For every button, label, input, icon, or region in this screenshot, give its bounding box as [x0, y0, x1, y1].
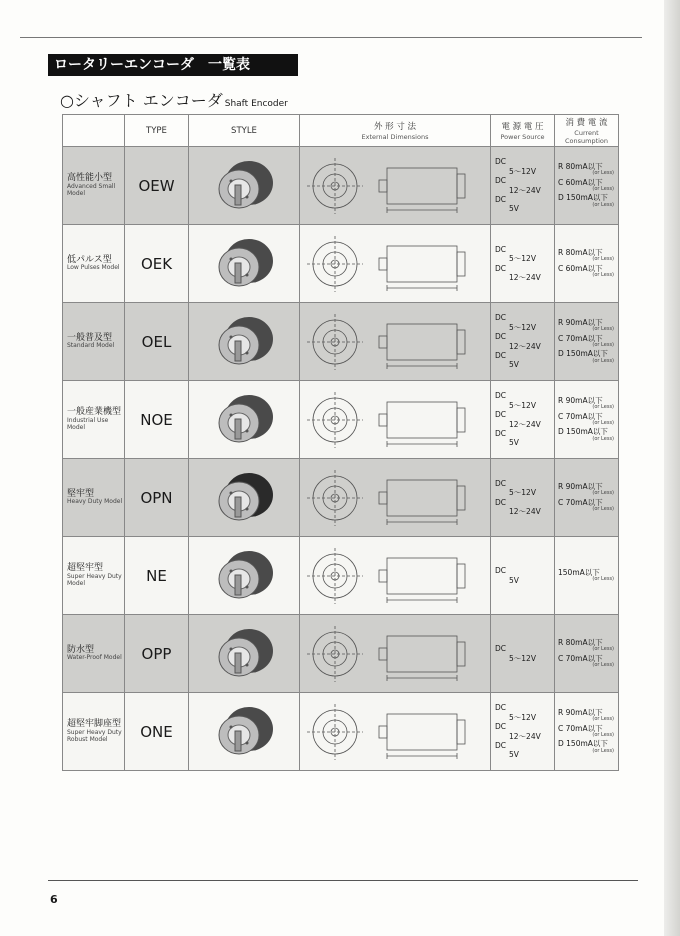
type-cell: OPP [125, 615, 189, 693]
current-or-less: (or Less) [592, 646, 614, 652]
current-or-less: (or Less) [592, 575, 614, 582]
voltage-cell [491, 615, 555, 693]
voltage-cell [491, 693, 555, 771]
page-number: 6 [50, 893, 58, 906]
voltage-value: 5〜12V [509, 653, 536, 663]
subtitle-en: Shaft Encoder [224, 99, 288, 109]
header-dims-jp: 外 形 寸 法 [373, 122, 417, 132]
voltage-dc: DC [495, 391, 507, 401]
current-value: C 70mA以下 [558, 411, 603, 421]
voltage-cell [491, 537, 555, 615]
current-cell [555, 147, 619, 225]
current-or-less: (or Less) [592, 341, 614, 348]
header-current [555, 115, 619, 147]
style-cell [189, 693, 300, 771]
voltage-value: 5〜12V [509, 488, 536, 498]
model-name-en: Low Pulses Model [67, 264, 120, 272]
type-cell: ONE [125, 693, 189, 771]
voltage-value: 5V [509, 360, 519, 370]
current-or-less: (or Less) [592, 490, 614, 496]
model-cell [63, 459, 125, 537]
current-value: R 80mA以下 [558, 637, 603, 647]
header-voltage [491, 115, 555, 147]
voltage-dc: DC [495, 740, 507, 750]
model-name-en: Water-Proof Model [67, 654, 122, 662]
voltage-value: 12〜24V [509, 272, 541, 282]
model-name-en: Heavy Duty Model [67, 498, 123, 506]
current-item [558, 194, 618, 208]
voltage-dc: DC [495, 157, 507, 167]
voltage-dc: DC [495, 497, 507, 507]
model-cell [63, 537, 125, 615]
style-cell [189, 615, 300, 693]
voltage-cell [491, 303, 555, 381]
current-or-less: (or Less) [592, 661, 614, 668]
current-or-less: (or Less) [592, 716, 614, 723]
model-cell [63, 615, 125, 693]
dimension-drawing [303, 622, 487, 686]
current-value: C 60mA以下 [558, 177, 603, 187]
current-cell [555, 303, 619, 381]
current-value: C 70mA以下 [558, 653, 603, 663]
current-value: C 70mA以下 [558, 497, 603, 507]
voltage-dc: DC [495, 566, 507, 576]
voltage-dc: DC [495, 263, 507, 273]
voltage-dc: DC [495, 478, 507, 488]
encoder-photo [209, 545, 279, 607]
dims-cell [300, 147, 491, 225]
header-type: TYPE [125, 115, 189, 147]
current-value: D 150mA以下 [558, 349, 608, 359]
dims-cell [300, 459, 491, 537]
table-row [63, 693, 619, 771]
current-item [558, 413, 618, 427]
current-item [558, 335, 618, 349]
style-cell [189, 381, 300, 459]
current-item [558, 397, 618, 411]
current-item [558, 725, 618, 739]
voltage-dc: DC [495, 350, 507, 360]
current-value: D 150mA以下 [558, 739, 608, 749]
style-cell [189, 459, 300, 537]
current-value: D 150mA以下 [558, 193, 608, 203]
type-cell: OPN [125, 459, 189, 537]
voltage-value: 5〜12V [509, 400, 536, 410]
style-cell [189, 537, 300, 615]
type-cell: OEK [125, 225, 189, 303]
model-cell [63, 381, 125, 459]
type-cell: NOE [125, 381, 189, 459]
current-or-less: (or Less) [592, 201, 614, 208]
voltage-value: 12〜24V [509, 731, 541, 741]
current-item [558, 319, 618, 333]
encoder-photo [209, 155, 279, 217]
current-or-less: (or Less) [592, 731, 614, 738]
current-cell [555, 537, 619, 615]
top-rule [20, 37, 642, 38]
current-value: R 90mA以下 [558, 395, 603, 405]
current-item [558, 639, 618, 653]
current-item [558, 709, 618, 723]
table-row [63, 147, 619, 225]
style-cell [189, 225, 300, 303]
header-current-en: Current Consumption [564, 129, 609, 145]
current-or-less: (or Less) [592, 256, 614, 262]
table-row [63, 459, 619, 537]
current-or-less: (or Less) [592, 435, 614, 442]
current-or-less: (or Less) [592, 505, 614, 512]
voltage-value: 5V [509, 750, 519, 760]
style-cell [189, 147, 300, 225]
voltage-cell [491, 147, 555, 225]
current-or-less: (or Less) [592, 404, 614, 411]
dims-cell [300, 615, 491, 693]
dims-cell [300, 303, 491, 381]
encoder-photo [209, 389, 279, 451]
dimension-drawing [303, 544, 487, 608]
current-item [558, 569, 618, 583]
voltage-cell [491, 381, 555, 459]
current-cell [555, 459, 619, 537]
dimension-drawing [303, 700, 487, 764]
current-item [558, 428, 618, 442]
current-or-less: (or Less) [592, 357, 614, 364]
encoder-photo [209, 623, 279, 685]
dimension-drawing [303, 232, 487, 296]
model-name-en: Advanced Small Model [67, 182, 116, 197]
voltage-value: 12〜24V [509, 185, 541, 195]
current-value: R 80mA以下 [558, 161, 603, 171]
table-body [63, 147, 619, 771]
current-item [558, 350, 618, 364]
current-or-less: (or Less) [592, 326, 614, 333]
voltage-value: 5V [509, 204, 519, 214]
subtitle-jp: ○シャフト エンコーダ [60, 91, 223, 110]
header-model [63, 115, 125, 147]
voltage-value: 12〜24V [509, 341, 541, 351]
voltage-dc: DC [495, 428, 507, 438]
header-dims-en: External Dimensions [361, 133, 429, 141]
model-name-en: Super Heavy Duty Robust Model [67, 728, 122, 743]
current-item [558, 265, 618, 279]
model-name-jp: 低パルス型 [67, 254, 112, 265]
voltage-cell [491, 459, 555, 537]
current-or-less: (or Less) [592, 747, 614, 754]
current-cell [555, 381, 619, 459]
type-cell: OEW [125, 147, 189, 225]
voltage-value: 5V [509, 438, 519, 448]
current-value: R 90mA以下 [558, 707, 603, 717]
current-or-less: (or Less) [592, 419, 614, 426]
current-item [558, 163, 618, 177]
voltage-dc: DC [495, 644, 507, 654]
table-row [63, 381, 619, 459]
model-cell [63, 303, 125, 381]
model-name-en: Super Heavy Duty Model [67, 572, 122, 587]
header-current-jp: 消 費 電 流 [565, 118, 608, 128]
current-cell [555, 615, 619, 693]
current-cell [555, 693, 619, 771]
voltage-cell [491, 225, 555, 303]
current-or-less: (or Less) [592, 185, 614, 192]
encoder-photo [209, 467, 279, 529]
current-value: R 80mA以下 [558, 247, 603, 257]
table-row [63, 537, 619, 615]
dims-cell [300, 381, 491, 459]
current-item [558, 740, 618, 754]
voltage-dc: DC [495, 332, 507, 342]
voltage-value: 5〜12V [509, 322, 536, 332]
voltage-dc: DC [495, 313, 507, 323]
dimension-drawing [303, 310, 487, 374]
header-dims [300, 115, 491, 147]
model-name-jp: 高性能小型 [67, 173, 113, 184]
dims-cell [300, 225, 491, 303]
current-value: D 150mA以下 [558, 427, 608, 437]
encoder-table [62, 114, 619, 771]
model-cell [63, 147, 125, 225]
bottom-rule [48, 880, 638, 881]
encoder-photo [209, 233, 279, 295]
current-or-less: (or Less) [592, 271, 614, 278]
voltage-value: 12〜24V [509, 419, 541, 429]
table-row [63, 225, 619, 303]
voltage-dc: DC [495, 176, 507, 186]
voltage-value: 5〜12V [509, 254, 536, 264]
model-name-en: Standard Model [67, 342, 115, 350]
voltage-value: 12〜24V [509, 506, 541, 516]
current-item [558, 249, 618, 263]
table-row [63, 303, 619, 381]
current-item [558, 655, 618, 669]
type-cell: OEL [125, 303, 189, 381]
model-name-en: Industrial Use Model [67, 416, 109, 431]
subtitle [60, 88, 288, 111]
header-voltage-jp: 電 源 電 圧 [501, 122, 544, 132]
model-name-jp: 防水型 [67, 644, 95, 655]
voltage-dc: DC [495, 722, 507, 732]
voltage-value: 5〜12V [509, 712, 536, 722]
voltage-value: 5〜12V [509, 166, 536, 176]
page-edge [664, 0, 680, 936]
header-style: STYLE [189, 115, 300, 147]
current-value: C 60mA以下 [558, 263, 603, 273]
model-name-jp: 一般産業機型 [67, 407, 122, 418]
current-or-less: (or Less) [592, 170, 614, 177]
dims-cell [300, 537, 491, 615]
table-row [63, 615, 619, 693]
model-name-jp: 超堅牢脚座型 [67, 719, 122, 730]
current-cell [555, 225, 619, 303]
current-item [558, 483, 618, 497]
voltage-dc: DC [495, 194, 507, 204]
section-title: ロータリーエンコーダ 一覧表 [48, 54, 298, 76]
encoder-photo [209, 701, 279, 763]
model-name-jp: 超堅牢型 [67, 563, 104, 574]
current-value: R 90mA以下 [558, 481, 603, 491]
style-cell [189, 303, 300, 381]
voltage-dc: DC [495, 244, 507, 254]
current-item [558, 179, 618, 193]
model-cell [63, 693, 125, 771]
model-name-jp: 一般普及型 [67, 332, 113, 343]
current-value: 150mA以下 [558, 567, 600, 577]
type-cell: NE [125, 537, 189, 615]
voltage-value: 5V [509, 575, 519, 585]
dims-cell [300, 693, 491, 771]
current-value: R 90mA以下 [558, 317, 603, 327]
dimension-drawing [303, 388, 487, 452]
header-voltage-en: Power Source [500, 133, 545, 141]
dimension-drawing [303, 154, 487, 218]
voltage-dc: DC [495, 410, 507, 420]
model-cell [63, 225, 125, 303]
dimension-drawing [303, 466, 487, 530]
voltage-dc: DC [495, 703, 507, 713]
current-value: C 70mA以下 [558, 723, 603, 733]
header-row [63, 115, 619, 147]
encoder-photo [209, 311, 279, 373]
current-item [558, 499, 618, 513]
current-value: C 70mA以下 [558, 333, 603, 343]
model-name-jp: 堅牢型 [67, 488, 95, 499]
